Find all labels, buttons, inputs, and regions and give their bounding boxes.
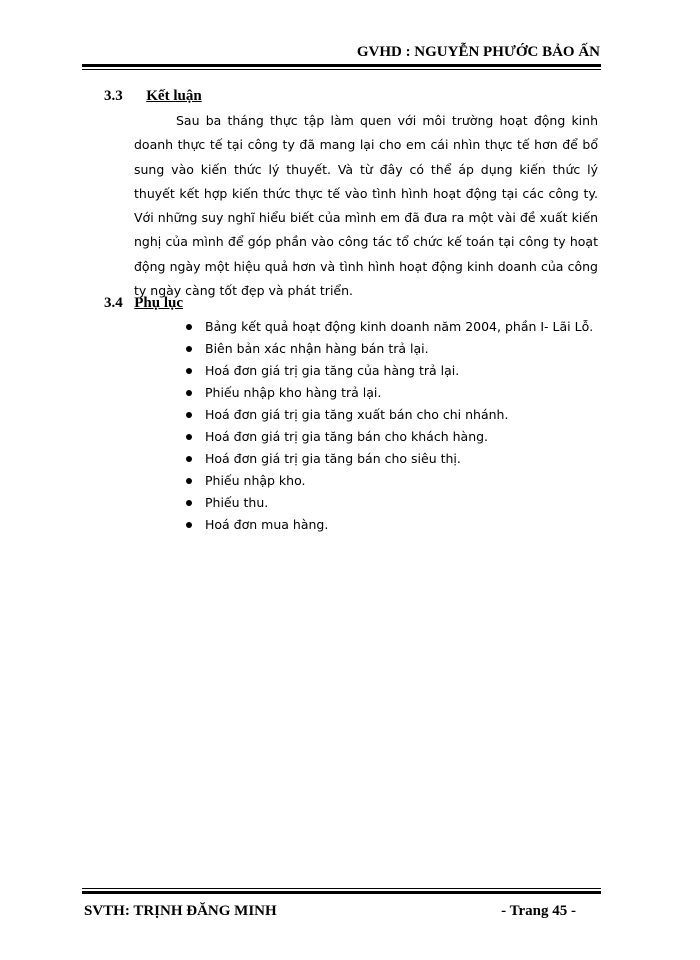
footer-rule-thick: [82, 891, 601, 894]
list-item-text: Phiếu nhập kho hàng trả lại.: [205, 385, 382, 400]
list-item-text: Phiếu thu.: [205, 495, 269, 510]
section-heading-conclusion: [104, 88, 202, 105]
list-item-text: Biên bản xác nhận hàng bán trả lại.: [205, 341, 429, 356]
footer-page-number: - Trang 45 -: [501, 903, 576, 919]
bullet-icon: [186, 412, 192, 418]
list-item-text: Hoá đơn giá trị gia tăng bán cho siêu thị.: [205, 451, 461, 466]
list-item: [186, 360, 593, 382]
list-item: [186, 470, 593, 492]
section-number: 3.3: [104, 88, 123, 104]
list-item: [186, 316, 593, 338]
header-rule-thick: [82, 64, 601, 67]
conclusion-text: Sau ba tháng thực tập làm quen với môi trường hoạt động kinh doanh thực tế tại công ty đã mang lại cho em cái nhìn thực tế hơn để bổ sung vào kiến thức lý thuyết. Và từ đây có thể áp dụng kiến thức lý thuyết kết hợp kiến thức thực tế vào tình hình hoạt động tại các công ty. Với những suy nghĩ hiểu biết của mình em đã đưa ra một vài đề xuất kiến nghị của mình để góp phần vào công tác tổ chức kế toán tại công ty hoạt động ngày một hiệu quả hơn và tình hình hoạt động kinh doanh của công ty ngày càng tốt đẹp và phát triển.: [134, 113, 598, 299]
header-rule-thin: [82, 69, 601, 70]
list-item-text: Bảng kết quả hoạt động kinh doanh năm 2004, phần I- Lãi Lỗ.: [205, 319, 594, 334]
section-title: Phụ lục: [134, 295, 184, 311]
appendix-list: [186, 316, 593, 536]
list-item-text: Hoá đơn mua hàng.: [205, 517, 329, 532]
footer-author: SVTH: TRỊNH ĐĂNG MINH: [84, 903, 277, 919]
section-number: 3.4: [104, 295, 123, 311]
list-item: [186, 492, 593, 514]
section-title: Kết luận: [146, 88, 202, 104]
list-item-text: Hoá đơn giá trị gia tăng của hàng trả lại.: [205, 363, 460, 378]
footer-rule-thin: [82, 888, 601, 889]
conclusion-paragraph: [134, 109, 598, 303]
header-title: GVHD : NGUYỄN PHƯỚC BẢO ẤN: [356, 44, 600, 60]
bullet-icon: [186, 324, 192, 330]
bullet-icon: [186, 368, 192, 374]
list-item: [186, 338, 593, 360]
bullet-icon: [186, 522, 192, 528]
section-heading-appendix: [104, 295, 183, 312]
list-item: [186, 404, 593, 426]
list-item: [186, 382, 593, 404]
bullet-icon: [186, 390, 192, 396]
bullet-icon: [186, 346, 192, 352]
bullet-icon: [186, 478, 192, 484]
list-item: [186, 426, 593, 448]
list-item-text: Hoá đơn giá trị gia tăng bán cho khách hàng.: [205, 429, 489, 444]
bullet-icon: [186, 456, 192, 462]
bullet-icon: [186, 500, 192, 506]
list-item-text: Phiếu nhập kho.: [205, 473, 306, 488]
list-item: [186, 448, 593, 470]
list-item-text: Hoá đơn giá trị gia tăng xuất bán cho chi nhánh.: [205, 407, 509, 422]
list-item: [186, 514, 593, 536]
bullet-icon: [186, 434, 192, 440]
